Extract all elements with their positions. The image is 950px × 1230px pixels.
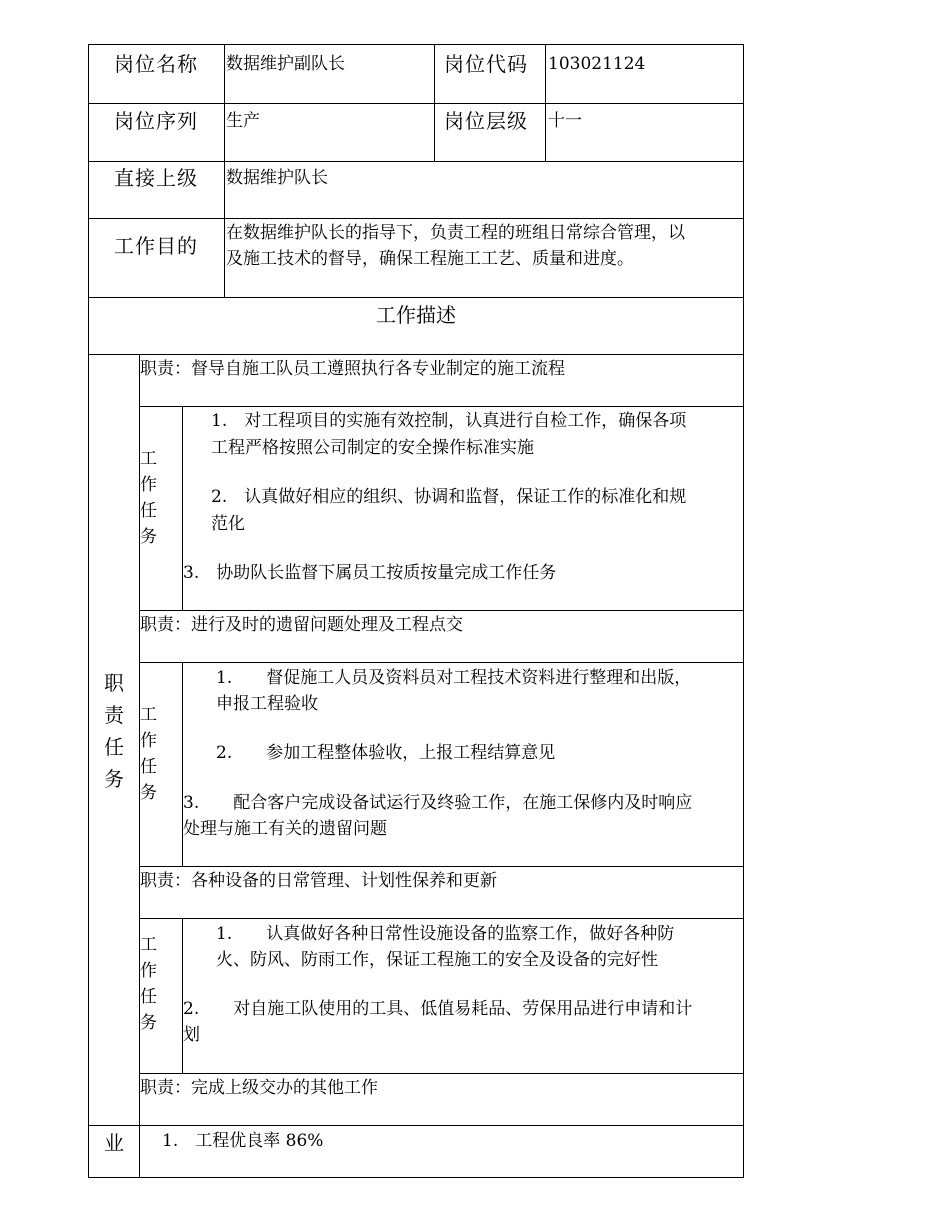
task-label-char: 工: [140, 449, 157, 469]
duty-title: 职责：各种设备的日常管理、计划性保养和更新: [140, 871, 497, 891]
purpose-line-1: 在数据维护队长的指导下，负责工程的班组日常综合管理，以: [226, 223, 685, 243]
duty-title: 职责：督导自施工队员工遵照执行各专业制定的施工流程: [140, 359, 565, 379]
task-label-char: 工: [140, 935, 157, 955]
position-name-label: 岗位名称: [114, 52, 198, 76]
divider: [139, 1125, 140, 1178]
divider: [224, 44, 225, 104]
position-series-value: 生产: [226, 111, 260, 131]
task-item-line: 2. 认真做好相应的组织、协调和监督，保证工作的标准化和规: [211, 487, 687, 507]
task-label-char: 作: [140, 475, 157, 495]
duty-title: 职责：完成上级交办的其他工作: [140, 1078, 378, 1098]
task-label-char: 作: [140, 731, 157, 751]
duty-title: 职责：进行及时的遗留问题处理及工程点交: [140, 615, 463, 635]
side-label-char: 任: [104, 735, 125, 759]
supervisor-value: 数据维护队长: [226, 168, 328, 188]
purpose-label: 工作目的: [114, 234, 198, 258]
task-label-char: 工: [140, 705, 157, 725]
task-item-line: 火、防风、防雨工作，保证工程施工的安全及设备的完好性: [216, 950, 658, 970]
task-label-char: 任: [140, 501, 157, 521]
task-label-char: 务: [140, 783, 157, 803]
task-item-line: 1. 督促施工人员及资料员对工程技术资料进行整理和出版，: [216, 668, 692, 688]
task-item-line: 2. 参加工程整体验收，上报工程结算意见: [216, 743, 556, 763]
task-item-line: 处理与施工有关的遗留问题: [183, 819, 387, 839]
purpose-line-2: 及施工技术的督导，确保工程施工工艺、质量和进度。: [226, 249, 634, 269]
task-label-char: 务: [140, 527, 157, 547]
position-level-value: 十一: [548, 111, 582, 131]
divider: [224, 103, 225, 162]
side-label-char: 职: [104, 671, 125, 695]
performance-label: 业: [104, 1131, 125, 1155]
divider: [224, 218, 225, 298]
performance-item: 1. 工程优良率 86%: [162, 1131, 324, 1151]
task-item-line: 3. 协助队长监督下属员工按质按量完成工作任务: [183, 563, 557, 583]
supervisor-label: 直接上级: [114, 166, 198, 190]
divider: [224, 161, 225, 219]
task-item-line: 工程严格按照公司制定的安全操作标准实施: [211, 438, 534, 458]
task-item-line: 划: [183, 1025, 200, 1045]
task-item-line: 范化: [211, 514, 245, 534]
task-item-line: 1. 对工程项目的实施有效控制，认真进行自检工作，确保各项: [211, 411, 687, 431]
task-label-char: 任: [140, 757, 157, 777]
task-item-line: 3. 配合客户完成设备试运行及终验工作，在施工保修内及时响应: [183, 793, 693, 813]
position-level-label: 岗位层级: [444, 109, 528, 133]
side-label-char: 责: [104, 703, 125, 727]
task-item-line: 申报工程验收: [216, 694, 318, 714]
task-label-char: 任: [140, 987, 157, 1007]
task-label-char: 作: [140, 961, 157, 981]
section-title: 工作描述: [376, 303, 456, 327]
task-item-line: 2. 对自施工队使用的工具、低值易耗品、劳保用品进行申请和计: [183, 999, 693, 1019]
position-code-label: 岗位代码: [444, 52, 528, 76]
position-series-label: 岗位序列: [114, 109, 198, 133]
position-code-value: 103021124: [548, 54, 646, 74]
task-item-line: 1. 认真做好各种日常性设施设备的监察工作，做好各种防: [216, 924, 675, 944]
side-label-char: 务: [104, 767, 125, 791]
task-label-char: 务: [140, 1013, 157, 1033]
position-name-value: 数据维护副队长: [226, 54, 345, 74]
